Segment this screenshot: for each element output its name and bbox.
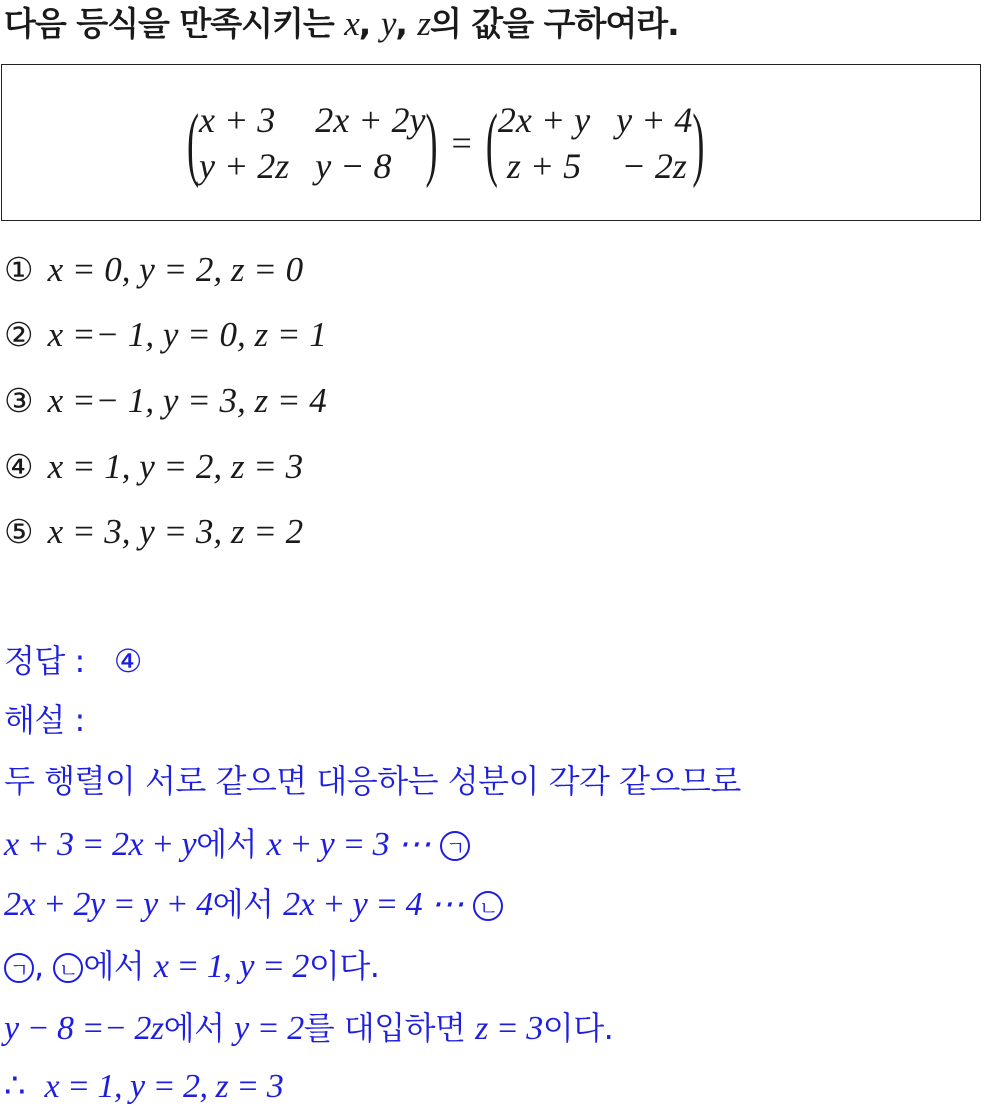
right-matrix-grid (498, 99, 693, 187)
circled-mark: ㄱ (4, 953, 34, 983)
choice-number: ② (4, 315, 34, 354)
explanation-line-5 (4, 1008, 613, 1049)
answer-label: 정답 : (4, 642, 85, 680)
matrix-cell: 2x + 2y (315, 100, 426, 140)
question-text (4, 2, 679, 46)
matrix-cell: 2x + y (497, 100, 591, 140)
math: z = 3 (475, 1010, 543, 1047)
explanation-line-4 (4, 946, 379, 987)
right-matrix (486, 99, 705, 187)
choice-text: x =− 1, y = 3, z = 4 (47, 381, 327, 420)
sep: , (34, 947, 44, 985)
question-suffix: 의 값을 구하여라. (430, 4, 679, 43)
math: x = 1, y = 2 (153, 948, 309, 985)
text: 에서 (212, 885, 274, 923)
matrix-cell: − 2z (621, 146, 687, 186)
explanation-line-6 (4, 1066, 283, 1107)
text: 에서 (83, 947, 145, 985)
left-matrix-grid (199, 99, 426, 187)
math: y − 8 =− 2z (4, 1010, 164, 1047)
circled-mark: ㄴ (53, 953, 83, 983)
text: 를 대입하면 (303, 1009, 466, 1047)
choice-2[interactable] (4, 315, 327, 355)
left-paren: ( (187, 97, 199, 189)
var-z: z (417, 4, 431, 43)
matrix-cell: y − 8 (315, 146, 392, 186)
var-x: x (344, 4, 359, 43)
math: y = 2 (234, 1010, 304, 1047)
matrix-cell: z + 5 (506, 146, 582, 186)
choice-text: x = 0, y = 2, z = 0 (47, 250, 304, 289)
explanation-line-3 (4, 884, 503, 925)
explanation-line-1: 두 행렬이 서로 같으면 대응하는 성분이 각각 같으므로 (4, 762, 741, 800)
choice-1[interactable] (4, 250, 303, 290)
text: 이다. (308, 947, 380, 985)
answer-line (4, 641, 142, 681)
right-paren: ) (425, 97, 438, 189)
choice-number: ① (4, 250, 34, 289)
math: x + 3 = 2x + y (4, 826, 197, 863)
equation-box (1, 64, 981, 221)
explanation-label: 해설 : (4, 701, 85, 739)
circled-mark: ㄱ (440, 831, 470, 861)
choice-4[interactable] (4, 447, 303, 487)
choice-text: x =− 1, y = 0, z = 1 (47, 315, 327, 354)
math: x + y = 3 ⋯ (266, 826, 431, 863)
matrix-cell: y + 2z (199, 146, 290, 186)
choice-text: x = 1, y = 2, z = 3 (47, 447, 304, 486)
var-y: y (380, 4, 396, 43)
therefore-symbol: ∴ (4, 1068, 26, 1105)
sep: , (395, 4, 418, 43)
choice-3[interactable] (4, 381, 327, 421)
text: 에서 (196, 825, 257, 863)
choice-number: ④ (4, 447, 34, 486)
matrix-cell: x + 3 (199, 100, 276, 140)
explanation-line-2 (4, 824, 470, 865)
left-paren: ( (485, 97, 498, 189)
text: 에서 (163, 1009, 225, 1047)
math: 2x + y = 4 ⋯ (283, 886, 464, 923)
matrix-cell: y + 4 (616, 100, 693, 140)
sep: , (358, 4, 381, 43)
question-prefix: 다음 등식을 만족시키는 (4, 4, 345, 43)
left-matrix (187, 99, 438, 187)
math: 2x + 2y = y + 4 (4, 886, 213, 923)
choice-5[interactable] (4, 512, 303, 552)
math: x = 1, y = 2, z = 3 (44, 1068, 284, 1105)
text: 이다. (542, 1009, 614, 1047)
matrix-equation (187, 85, 704, 201)
equals-sign: = (451, 123, 472, 163)
choice-text: x = 3, y = 3, z = 2 (47, 512, 304, 551)
choice-number: ⑤ (4, 512, 34, 551)
circled-mark: ㄴ (473, 891, 503, 921)
choice-number: ③ (4, 381, 34, 420)
answer-value: ④ (113, 642, 142, 680)
right-paren: ) (692, 97, 705, 189)
